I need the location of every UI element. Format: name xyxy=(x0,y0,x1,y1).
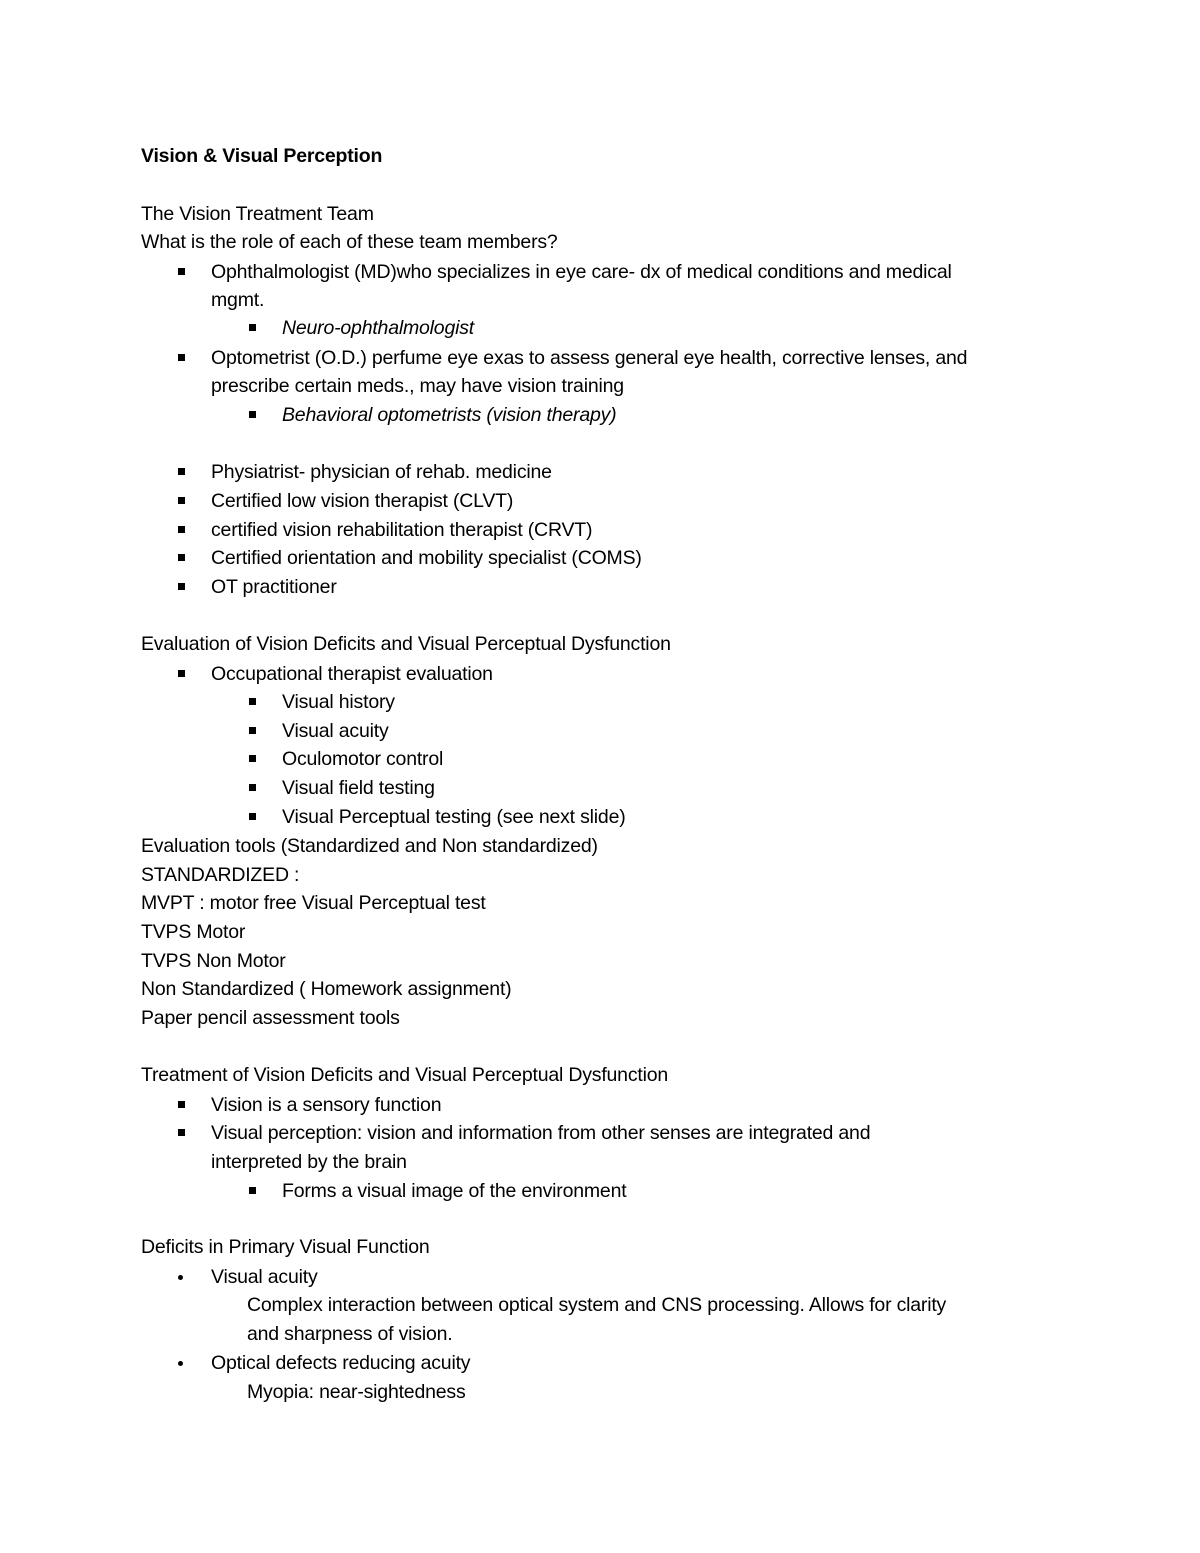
sub-item-behavioral-optometrists: Behavioral optometrists (vision therapy) xyxy=(282,404,617,426)
text-line: TVPS Non Motor xyxy=(141,950,286,972)
list-item-visual-perception-cont: interpreted by the brain xyxy=(211,1151,407,1173)
list-item-physiatrist: Physiatrist- physician of rehab. medicine xyxy=(211,461,552,483)
round-bullet-icon xyxy=(178,1361,183,1366)
square-bullet-icon xyxy=(249,727,256,734)
square-bullet-icon xyxy=(178,1101,185,1108)
round-bullet-icon xyxy=(178,1275,183,1280)
list-item-optometrist-cont: prescribe certain meds., may have vision training xyxy=(211,375,624,397)
list-item-ophthalmologist: Ophthalmologist (MD)who specializes in eye care- dx of medical conditions and medical xyxy=(211,261,952,283)
list-item-vision-sensory: Vision is a sensory function xyxy=(211,1094,442,1116)
section-heading-treatment: Treatment of Vision Deficits and Visual Perceptual Dysfunction xyxy=(141,1064,669,1086)
sub-item-visual-perceptual-testing: Visual Perceptual testing (see next slide) xyxy=(282,806,626,828)
list-item-ophthalmologist-cont: mgmt. xyxy=(211,289,265,311)
square-bullet-icon xyxy=(249,784,256,791)
section-heading-treatment-team: The Vision Treatment Team xyxy=(141,203,374,225)
sub-item-oculomotor-control: Oculomotor control xyxy=(282,748,444,770)
list-item-coms: Certified orientation and mobility specialist (COMS) xyxy=(211,547,642,569)
section-heading-evaluation: Evaluation of Vision Deficits and Visual Perceptual Dysfunction xyxy=(141,633,671,655)
square-bullet-icon xyxy=(249,813,256,820)
square-bullet-icon xyxy=(249,698,256,705)
list-item-ot-practitioner: OT practitioner xyxy=(211,576,337,598)
list-item-clvt: Certified low vision therapist (CLVT) xyxy=(211,490,514,512)
text-line: Evaluation tools (Standardized and Non standardized) xyxy=(141,835,598,857)
square-bullet-icon xyxy=(249,411,256,418)
square-bullet-icon xyxy=(178,268,185,275)
square-bullet-icon xyxy=(178,583,185,590)
section-question: What is the role of each of these team members? xyxy=(141,231,558,253)
list-item-optometrist: Optometrist (O.D.) perfume eye exas to assess general eye health, corrective lenses, and xyxy=(211,347,968,369)
list-item-optical-defects: Optical defects reducing acuity xyxy=(211,1352,471,1374)
document-title: Vision & Visual Perception xyxy=(141,145,383,167)
sub-item-visual-history: Visual history xyxy=(282,691,395,713)
square-bullet-icon xyxy=(178,468,185,475)
text-line: MVPT : motor free Visual Perceptual test xyxy=(141,892,486,914)
text-line: STANDARDIZED : xyxy=(141,864,300,886)
text-line: Paper pencil assessment tools xyxy=(141,1007,400,1029)
sub-item-visual-acuity: Visual acuity xyxy=(282,720,389,742)
list-item-ot-evaluation: Occupational therapist evaluation xyxy=(211,663,493,685)
sub-item-visual-field-testing: Visual field testing xyxy=(282,777,435,799)
square-bullet-icon xyxy=(249,755,256,762)
square-bullet-icon xyxy=(178,497,185,504)
visual-acuity-description: Complex interaction between optical system and CNS processing. Allows for clarity xyxy=(247,1294,947,1316)
sub-item-visual-image: Forms a visual image of the environment xyxy=(282,1180,627,1202)
sub-item-neuro-ophthalmologist: Neuro-ophthalmologist xyxy=(282,317,474,339)
square-bullet-icon xyxy=(178,554,185,561)
list-item-visual-perception: Visual perception: vision and information from other senses are integrated and xyxy=(211,1122,871,1144)
section-heading-deficits: Deficits in Primary Visual Function xyxy=(141,1236,430,1258)
square-bullet-icon xyxy=(249,1187,256,1194)
square-bullet-icon xyxy=(178,526,185,533)
square-bullet-icon xyxy=(178,1129,185,1136)
optical-defects-description: Myopia: near-sightedness xyxy=(247,1381,466,1403)
list-item-crvt: certified vision rehabilitation therapist (CRVT) xyxy=(211,519,593,541)
visual-acuity-description-cont: and sharpness of vision. xyxy=(247,1323,453,1345)
square-bullet-icon xyxy=(178,354,185,361)
square-bullet-icon xyxy=(178,670,185,677)
text-line: TVPS Motor xyxy=(141,921,246,943)
text-line: Non Standardized ( Homework assignment) xyxy=(141,978,512,1000)
list-item-visual-acuity: Visual acuity xyxy=(211,1266,318,1288)
square-bullet-icon xyxy=(249,324,256,331)
